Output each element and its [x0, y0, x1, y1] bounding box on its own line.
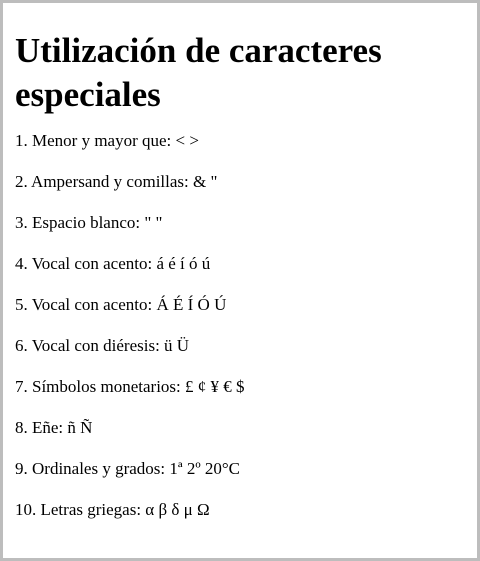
list-item: 4. Vocal con acento: á é í ó ú [15, 254, 211, 273]
list-item: 10. Letras griegas: α β δ μ Ω [15, 500, 210, 519]
list-item: 9. Ordinales y grados: 1ª 2º 20°C [15, 459, 240, 478]
list-item: 3. Espacio blanco: " " [15, 213, 163, 232]
page-title: Utilización de caracteres especiales [15, 31, 382, 114]
list-item: 6. Vocal con diéresis: ü Ü [15, 336, 190, 355]
character-list [15, 131, 465, 520]
list-item: 8. Eñe: ñ Ñ [15, 418, 93, 437]
list-item: 5. Vocal con acento: Á É Í Ó Ú [15, 295, 227, 314]
list-item: 7. Símbolos monetarios: £ ¢ ¥ € $ [15, 377, 245, 396]
list-item: 2. Ampersand y comillas: & " [15, 172, 218, 191]
list-item: 1. Menor y mayor que: < > [15, 131, 199, 150]
